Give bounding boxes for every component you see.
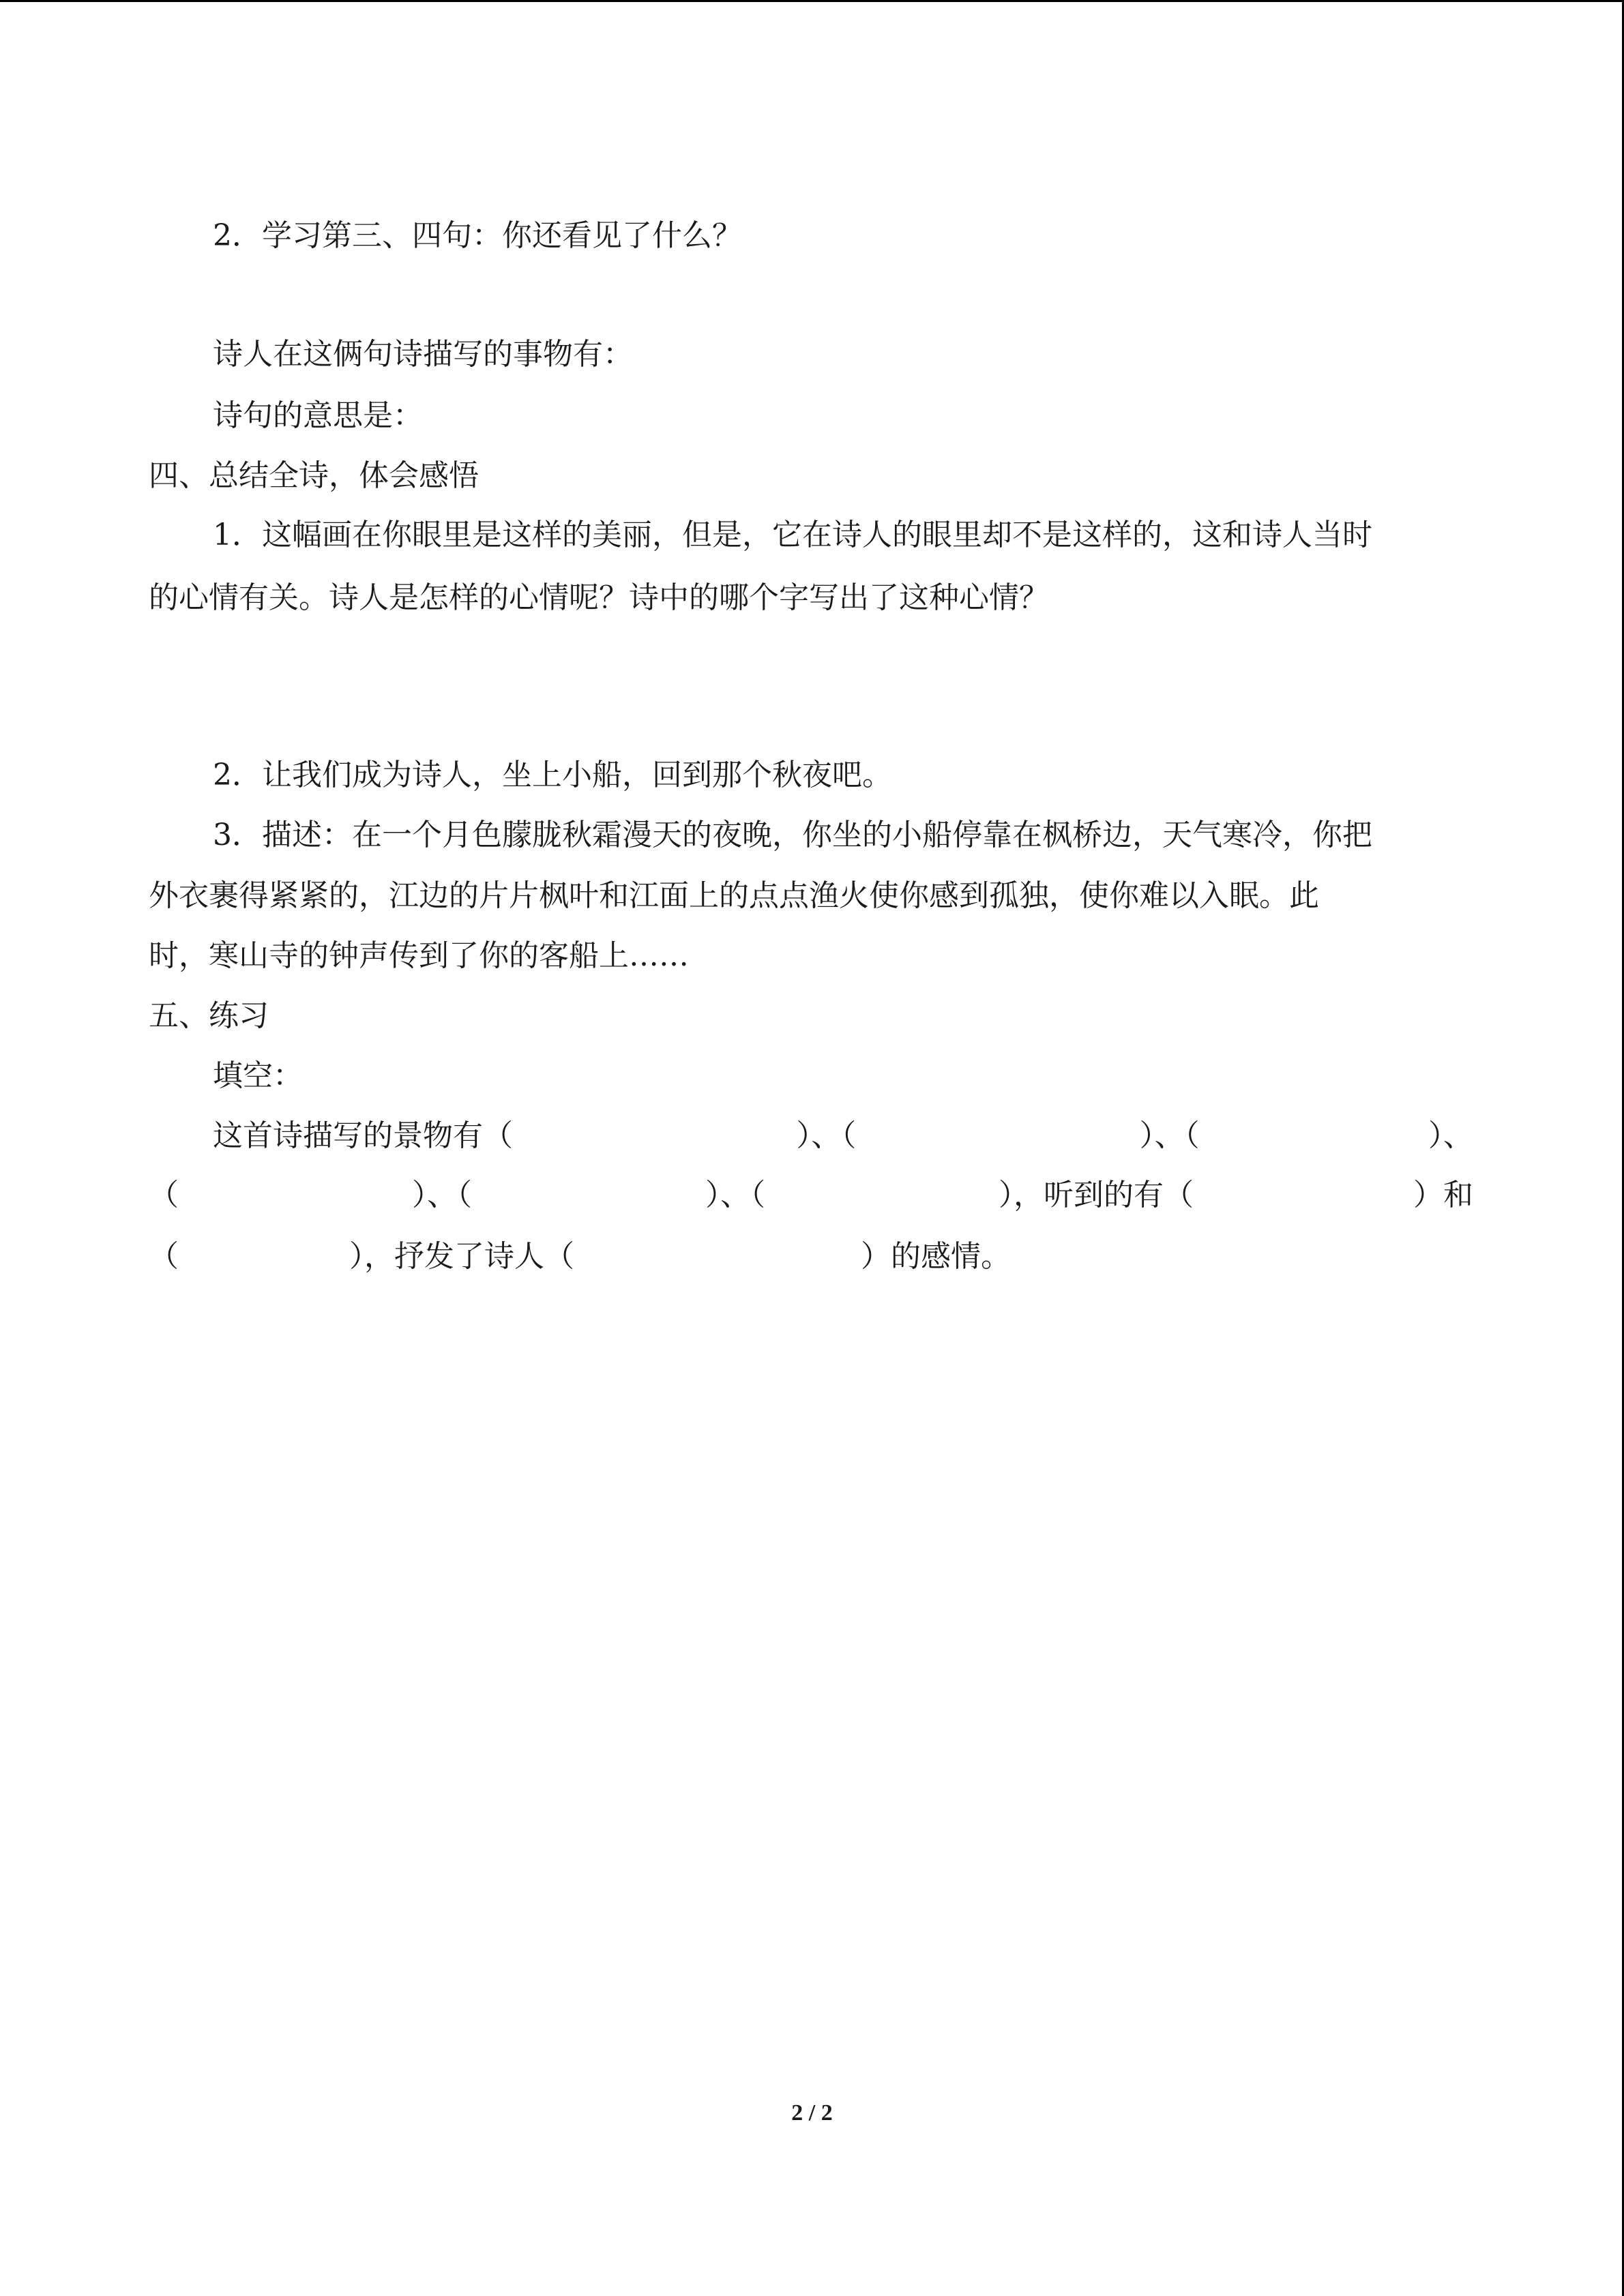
fill-in-line-1 xyxy=(213,1116,1473,1157)
answer-blank[interactable] xyxy=(525,1116,784,1157)
section-4-title: 四、总结全诗，体会感悟 xyxy=(149,458,479,493)
fill-in-text: 这首诗描写的景物有（ xyxy=(213,1118,513,1153)
question-4-1-line-1: 1．这幅画在你眼里是这样的美丽，但是，它在诗人的眼里却不是这样的，这和诗人当时 xyxy=(213,518,1372,552)
answer-blank[interactable] xyxy=(1208,1175,1399,1216)
question-4-3-line-3: 时，寒山寺的钟声传到了你的客船上…… xyxy=(149,938,689,973)
answer-blank[interactable] xyxy=(193,1175,398,1216)
question-3-2-heading: 2．学习第三、四句：你还看见了什么？ xyxy=(213,218,742,253)
answer-blank[interactable] xyxy=(780,1175,984,1216)
fill-in-text: ）、（ xyxy=(1139,1118,1200,1153)
fill-in-text: ）、 xyxy=(1428,1118,1473,1153)
question-3-2-meaning: 诗句的意思是： xyxy=(213,398,423,433)
question-4-1-line-2: 的心情有关。诗人是怎样的心情呢？诗中的哪个字写出了这种心情？ xyxy=(149,580,1049,615)
question-3-2-things: 诗人在这俩句诗描写的事物有： xyxy=(213,337,633,372)
fill-in-text: ）和 xyxy=(1413,1178,1473,1212)
fill-in-text: （ xyxy=(149,1178,179,1212)
section-5-title: 五、练习 xyxy=(149,998,269,1033)
question-4-3-line-2: 外衣裹得紧紧的，江边的片片枫叶和江面上的点点渔火使你感到孤独，使你难以入眠。此 xyxy=(149,878,1319,913)
fill-in-line-2 xyxy=(149,1175,1473,1216)
answer-blank[interactable] xyxy=(868,1116,1127,1157)
fill-in-text: （ xyxy=(149,1239,179,1274)
answer-blank[interactable] xyxy=(1211,1116,1416,1157)
page-number: 2 / 2 xyxy=(791,2100,833,2126)
top-border xyxy=(0,0,1624,2)
fill-in-text: ），抒发了诗人（ xyxy=(349,1239,574,1274)
fill-in-line-3 xyxy=(149,1236,1011,1277)
answer-blank[interactable] xyxy=(486,1175,691,1216)
question-4-2: 2．让我们成为诗人，坐上小船，回到那个秋夜吧。 xyxy=(213,758,892,792)
fill-in-text: ）、（ xyxy=(705,1178,765,1212)
fill-in-text: ），听到的有（ xyxy=(999,1178,1194,1212)
fill-in-label: 填空： xyxy=(213,1058,303,1093)
fill-in-text: ）、（ xyxy=(412,1178,472,1212)
fill-in-text: ）、（ xyxy=(796,1118,857,1153)
question-4-3-line-1: 3．描述：在一个月色朦胧秋霜漫天的夜晚，你坐的小船停靠在枫桥边，天气寒冷，你把 xyxy=(213,818,1372,852)
fill-in-text: ）的感情。 xyxy=(861,1239,1011,1274)
